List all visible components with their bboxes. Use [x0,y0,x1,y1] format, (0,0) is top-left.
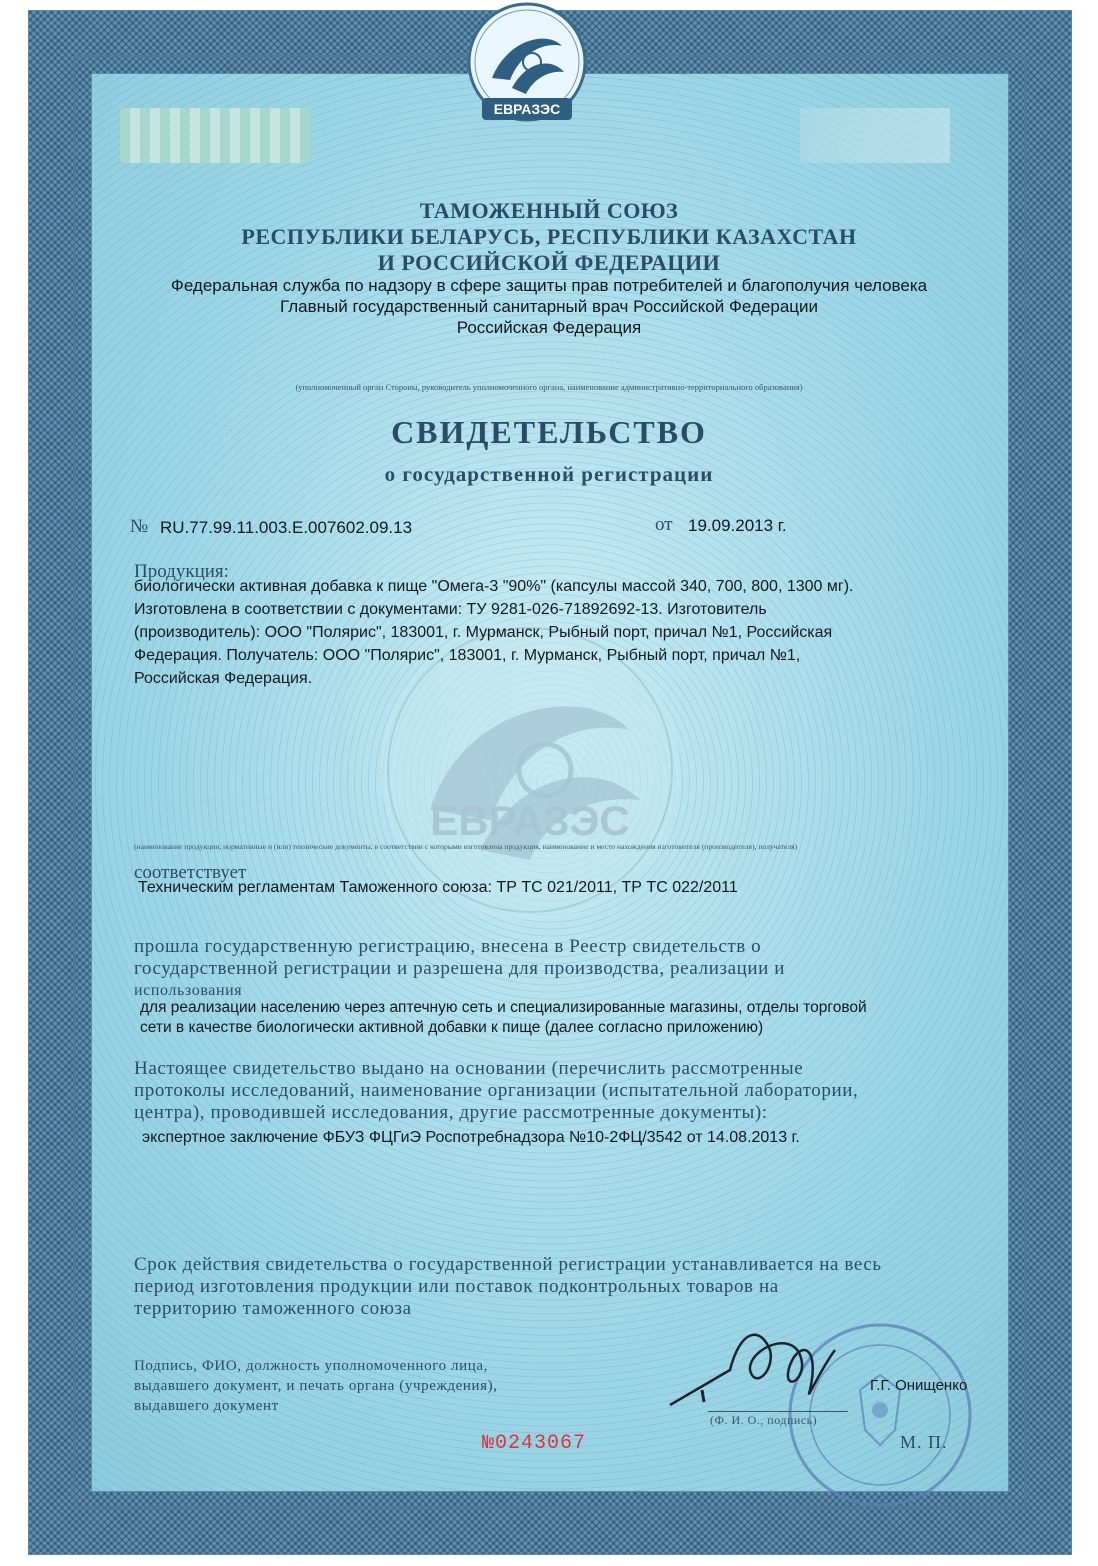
org-line-2: Главный государственный санитарный врач Российской Федерации [280,297,818,316]
org-line-3: Российская Федерация [456,318,642,337]
org-line-1: Федеральная служба по надзору в сфере защиты прав потребителей и благополучия человека [170,276,928,295]
registered-line: государственной регистрации и разрешена для производства, реализации и [134,958,786,979]
compliance-label: соответствует [134,862,247,883]
basis-text: экспертное заключение ФБУЗ ФЦГиЭ Роспотребнадзора №10-2ФЦ/3542 от 14.08.2013 г. [142,1129,800,1146]
validity-line: Срок действия свидетельства о государственной регистрации устанавливается на весь [134,1254,882,1275]
signatory-name: Г.Г. Онищенко [870,1377,968,1394]
product-line: (производитель): ООО "Полярис", 183001, г. Мурманск, Рыбный порт, причал №1, Российская [134,624,833,641]
product-line: биологически активная добавка к пище "Омега-3 "90%" (капсулы массой 340, 700, 800, 1300 мг). [134,578,854,595]
registration-number: RU.77.99.11.003.Е.007602.09.13 [160,518,413,537]
signature-caption [134,1356,614,1416]
product-line: Изготовлена в соответствии с документами: ТУ 9281-026-71892692-13. Изготовитель [134,601,767,618]
eurasec-emblem-icon [452,0,602,128]
product-line: Российская Федерация. [134,670,313,687]
document-title: СВИДЕТЕЛЬСТВО [391,414,707,450]
basis-statement [134,1058,984,1124]
hologram-strip [120,108,310,163]
watermark-label: ЕВРАЗЭС [430,797,630,844]
stamp-label: М. П. [900,1432,948,1452]
usage-line: сети в качестве биологически активной добавки к пище (далее согласно приложению) [140,1019,764,1036]
signature-line [708,1411,848,1412]
usage-line: для реализации населению через аптечную сеть и специализированные магазины, отделы торговой [140,999,867,1016]
emblem-label: ЕВРАЗЭС [493,101,561,117]
document-subtitle: о государственной регистрации [384,462,714,486]
signature-caption-line: Подпись, ФИО, должность уполномоченного лица, [134,1358,488,1374]
product-line: Федерация. Получатель: ООО "Полярис", 183001, г. Мурманск, Рыбный порт, причал №1, [134,647,801,664]
validity-line: период изготовления продукции или поставок подконтрольных товаров на [134,1276,779,1297]
product-label: Продукция: [134,561,229,582]
basis-line: центра), проводившей исследования, другие рассмотренные документы): [134,1102,768,1123]
basis-line: протоколы исследований, наименование организации (испытательной лаборатории, [134,1080,859,1101]
basis-line: Настоящее свидетельство выдано на основании (перечислить рассмотренные [134,1058,804,1079]
union-line-1: ТАМОЖЕННЫЙ СОЮЗ [419,198,679,223]
signature-caption-line: выдавшего документ, и печать органа (учреждения), [134,1378,498,1394]
registered-line: использования [134,982,243,999]
usage-text [140,998,1015,1038]
form-number: №0243067 [482,1432,587,1455]
validity-line: территорию таможенного союза [134,1298,412,1319]
handwritten-signature-icon [660,1310,860,1420]
registration-date: 19.09.2013 г. [688,516,787,535]
hologram-strip-right [800,108,950,163]
registered-line: прошла государственную регистрацию, внесена в Реестр свидетельств о [134,936,762,957]
number-label: № [130,516,149,537]
product-caption: (наименование продукции, нормативные и (или) технические документы, в соответствии с которыми изготовлена продукция, наименование и место нахождения изготовителя (производителя), получателя) [134,842,798,851]
product-description [134,575,984,690]
registered-statement [134,936,984,1002]
org-caption: (уполномоченный орган Стороны, руководитель уполномоченного органа, наименование административно-территориального образования) [295,382,803,392]
date-label: от [655,514,673,535]
union-line-2: РЕСПУБЛИКИ БЕЛАРУСЬ, РЕСПУБЛИКИ КАЗАХСТАН [241,224,857,249]
signature-name-caption: (Ф. И. О., подпись) [710,1413,818,1427]
compliance-text: Техническим регламентам Таможенного союза: ТР ТС 021/2011, ТР ТС 022/2011 [138,879,738,896]
signature-caption-line: выдавшего документ [134,1398,279,1414]
union-line-3: И РОССИЙСКОЙ ФЕДЕРАЦИИ [377,250,721,275]
